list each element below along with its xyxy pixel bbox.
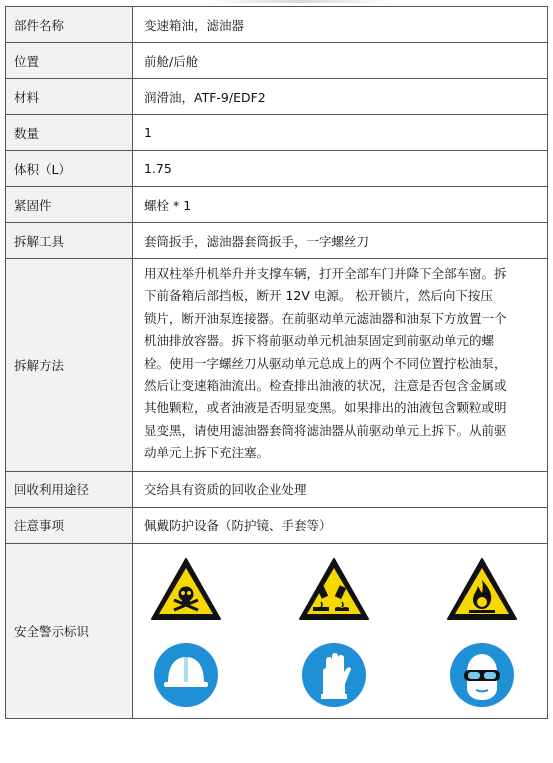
row-value: 润滑油，ATF-9/EDF2 bbox=[133, 79, 548, 115]
notes-label: 注意事项 bbox=[6, 507, 133, 543]
method-line: 用双柱举升机举升并支撑车辆，打开全部车门并降下全部车窗。拆 bbox=[144, 266, 507, 281]
method-line: 栓。使用一字螺丝刀从驱动单元总成上的两个不同位置拧松油泵， bbox=[144, 355, 507, 371]
row-label: 体积（L） bbox=[6, 151, 133, 187]
method-line: 动单元上拆下充注塞。 bbox=[144, 445, 270, 461]
method-line: 下前备箱后部挡板，断开 12V 电源。 松开锁片，然后向下按压 bbox=[144, 288, 493, 304]
row-value: 前舱/后舱 bbox=[133, 43, 548, 79]
row-label: 部件名称 bbox=[6, 7, 133, 43]
table-row-recycle bbox=[6, 471, 548, 507]
notes-value: 佩戴防护设备（防护镜、手套等） bbox=[133, 507, 548, 543]
row-value: 变速箱油，滤油器 bbox=[133, 7, 548, 43]
flammable-warning-icon bbox=[445, 556, 519, 622]
method-line: 机油排放容器。拆下将前驱动单元机油泵固定到前驱动单元的螺 bbox=[144, 333, 495, 349]
row-value: 套筒扳手，滤油器套筒扳手，一字螺丝刀 bbox=[133, 223, 548, 259]
table-row bbox=[6, 223, 548, 259]
recycle-label: 回收利用途径 bbox=[6, 471, 133, 507]
row-value: 1 bbox=[133, 115, 548, 151]
corrosive-warning-icon bbox=[297, 556, 371, 622]
dismantling-info-table bbox=[5, 6, 548, 719]
scan-smudge bbox=[210, 0, 390, 3]
row-value: 1.75 bbox=[133, 151, 548, 187]
table-row bbox=[6, 115, 548, 151]
table-row bbox=[6, 43, 548, 79]
table-row-notes bbox=[6, 507, 548, 543]
wear-helmet-icon bbox=[153, 642, 219, 708]
row-label: 紧固件 bbox=[6, 187, 133, 223]
safety-signs-cell bbox=[133, 543, 548, 718]
row-value: 螺栓 * 1 bbox=[133, 187, 548, 223]
method-line: 其他颗粒，或者油液是否明显变黑。如果排出的油液包含颗粒或明 bbox=[144, 400, 507, 416]
method-text bbox=[133, 259, 548, 472]
row-label: 材料 bbox=[6, 79, 133, 115]
recycle-value: 交给具有资质的回收企业处理 bbox=[133, 471, 548, 507]
table-row-safety bbox=[6, 543, 548, 718]
method-line: 锁片，断开油泵连接器。在前驱动单元滤油器和油泵下方放置一个 bbox=[144, 310, 507, 326]
wear-gloves-icon bbox=[301, 642, 367, 708]
method-label: 拆解方法 bbox=[6, 259, 133, 472]
table-row bbox=[6, 187, 548, 223]
wear-goggles-icon bbox=[449, 642, 515, 708]
row-label: 数量 bbox=[6, 115, 133, 151]
table-row-method bbox=[6, 259, 548, 472]
method-line: 显变黑，请使用滤油器套筒将滤油器从前驱动单元上拆下。从前驱 bbox=[144, 422, 507, 438]
toxic-warning-icon bbox=[149, 556, 223, 622]
table-row bbox=[6, 7, 548, 43]
row-label: 位置 bbox=[6, 43, 133, 79]
method-line: 然后让变速箱油流出。检查排出油液的状况，注意是否包含金属或 bbox=[144, 378, 507, 394]
row-label: 拆解工具 bbox=[6, 223, 133, 259]
safety-signs bbox=[133, 544, 547, 718]
safety-label: 安全警示标识 bbox=[6, 543, 133, 718]
table-row bbox=[6, 151, 548, 187]
table-row bbox=[6, 79, 548, 115]
